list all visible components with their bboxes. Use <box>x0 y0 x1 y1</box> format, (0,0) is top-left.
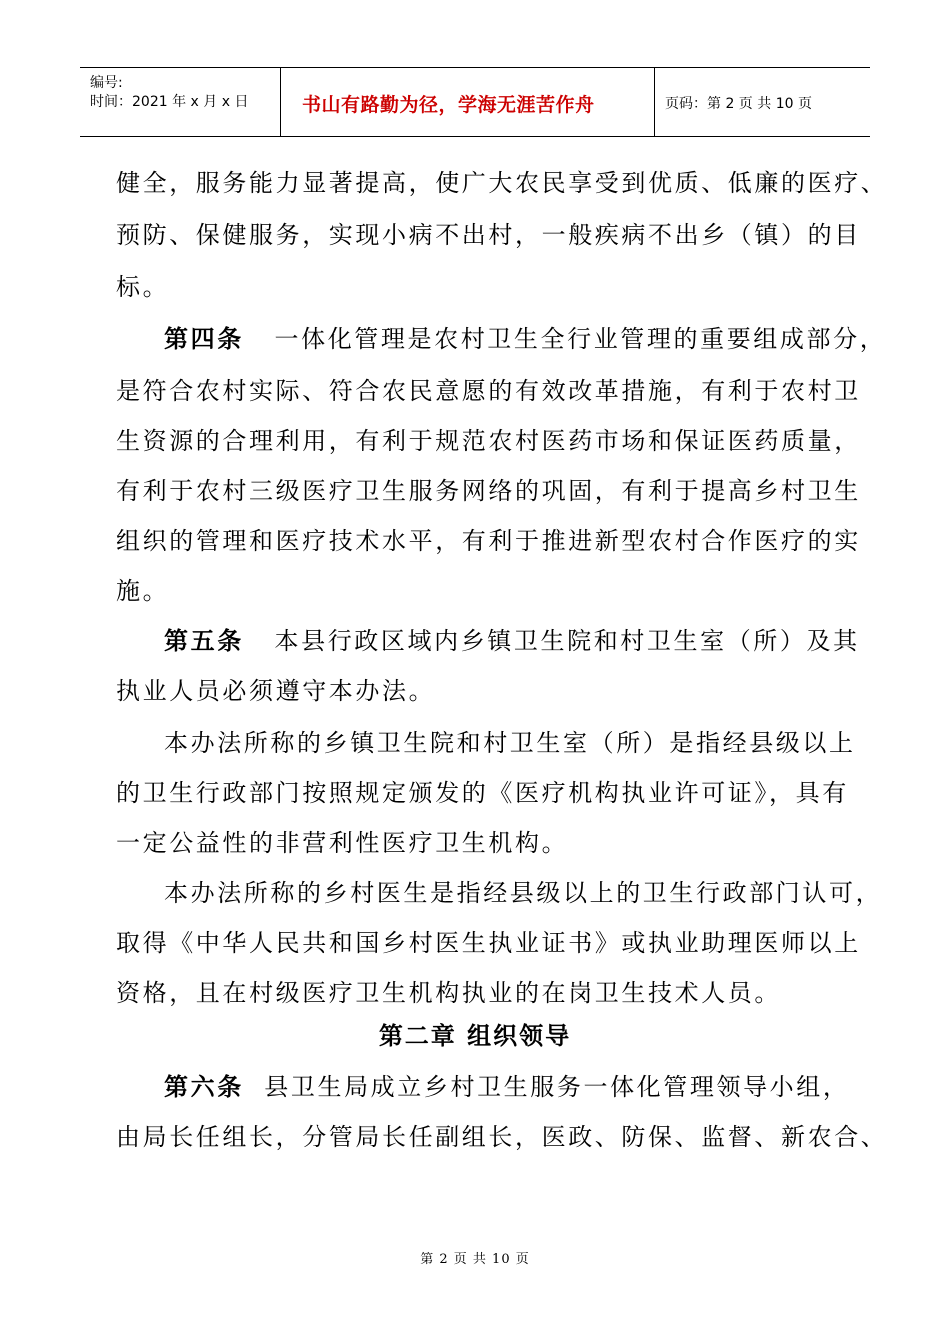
article-label: 第五条 <box>164 627 244 655</box>
body-line: 的卫生行政部门按照规定颁发的《医疗机构执业许可证》，具有 <box>116 779 849 807</box>
article-6-first-line <box>164 1072 849 1102</box>
body-line: 执业人员必须遵守本办法。 <box>116 677 436 705</box>
body-line: 由局长任组长，分管局长任副组长，医政、防保、监督、新农合、 <box>116 1123 888 1151</box>
article-label: 第四条 <box>164 325 244 353</box>
body-line: 有利于农村三级医疗卫生服务网络的巩固，有利于提高乡村卫生 <box>116 477 861 505</box>
body-line: 资格，且在村级医疗卫生机构执业的在岗卫生技术人员。 <box>116 979 781 1007</box>
body-text: 县卫生局成立乡村卫生服务一体化管理领导小组， <box>264 1073 850 1101</box>
body-text: 一体化管理是农村卫生全行业管理的重要组成部分， <box>274 325 887 353</box>
body-line: 标。 <box>116 273 170 301</box>
body-line: 本办法所称的乡镇卫生院和村卫生室（所）是指经县级以上 <box>164 729 856 757</box>
article-5-first-line <box>164 626 860 656</box>
header-meta-cell <box>80 68 281 136</box>
body-line: 是符合农村实际、符合农民意愿的有效改革措施，有利于农村卫 <box>116 377 861 405</box>
number-label: 编号: <box>90 75 123 91</box>
header-table <box>80 67 870 137</box>
body-line: 施。 <box>116 577 170 605</box>
body-line: 健全，服务能力显著提高，使广大农民享受到优质、低廉的医疗、 <box>116 169 888 197</box>
body-line: 取得《中华人民共和国乡村医生执业证书》或执业助理医师以上 <box>116 929 861 957</box>
body-line: 组织的管理和医疗技术水平，有利于推进新型农村合作医疗的实 <box>116 527 861 555</box>
header-motto-cell <box>281 68 655 136</box>
body-line: 预防、保健服务，实现小病不出村，一般疾病不出乡（镇）的目 <box>116 221 861 249</box>
body-line: 一定公益性的非营利性医疗卫生机构。 <box>116 829 569 857</box>
body-line: 本办法所称的乡村医生是指经县级以上的卫生行政部门认可， <box>164 879 883 907</box>
time-label: 时间：2021 年 x 月 x 日 <box>90 94 249 110</box>
chapter-heading: 第二章 组织领导 <box>378 1022 572 1050</box>
article-4-first-line <box>164 324 886 354</box>
body-line: 生资源的合理利用，有利于规范农村医药市场和保证医药质量， <box>116 427 861 455</box>
motto: 书山有路勤为径，学海无涯苦作舟 <box>302 94 595 116</box>
page-label: 页码：第 2 页 共 10 页 <box>665 96 812 112</box>
article-label: 第六条 <box>164 1073 244 1101</box>
page-footer: 第 2 页 共 10 页 <box>420 1252 530 1267</box>
body-text: 本县行政区域内乡镇卫生院和村卫生室（所）及其 <box>274 627 860 655</box>
